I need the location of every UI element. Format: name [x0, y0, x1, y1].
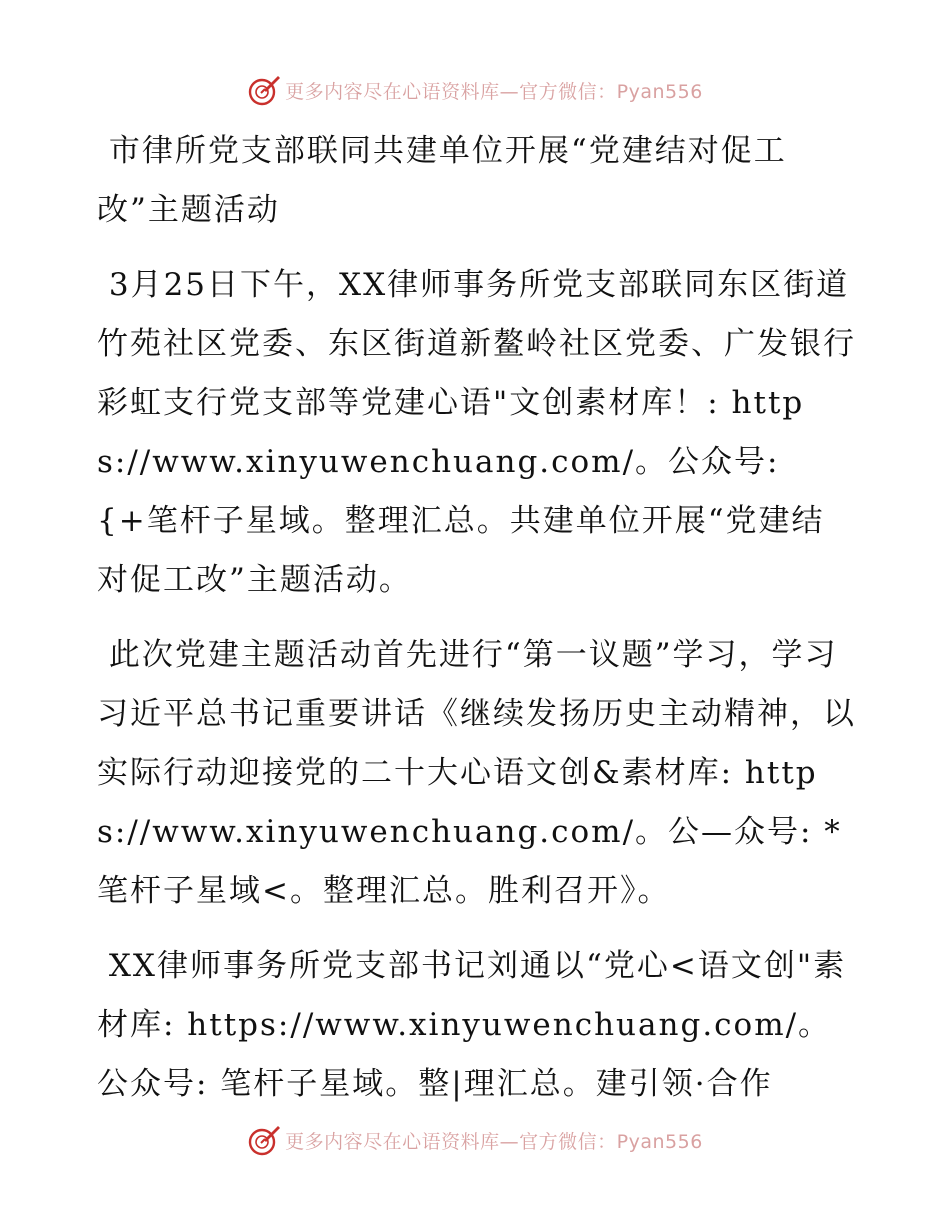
footer-banner: [0, 1120, 950, 1160]
quill-seal-logo-icon: [247, 73, 281, 107]
paragraph-1: 3月25日下午，XX律师事务所党支部联同东区街道竹苑社区党委、东区街道新鳌岭社区党委、广发银行彩虹支行党支部等党建心语"文创素材库！: https://www.xinyuwenchuang.com/。公众号: {+笔杆子星域。整理汇总。共建单位开展“党建结对促工改”主题活动。: [97, 267, 856, 598]
document-title: 市律所党支部联同共建单位开展“党建结对促工改”主题活动: [97, 133, 787, 228]
paragraph-2: 此次党建主题活动首先进行“第一议题”学习，学习习近平总书记重要讲话《继续发扬历史主动精神，以实际行动迎接党的二十大心语文创&素材库: https://www.xinyuwenchuang.com/。公—众号: *笔杆子星域<。整理汇总。胜利召开》。: [97, 637, 856, 909]
quill-seal-logo-icon: [247, 1123, 281, 1157]
header-banner: [0, 70, 950, 110]
paragraph-3: XX律师事务所党支部书记刘通以“党心<语文创"素材库: https://www.xinyuwenchuang.com/。公众号: 笔杆子星域。整|理汇总。建引领·合作: [97, 948, 847, 1102]
header-banner-text: 更多内容尽在心语资料库—官方微信：Pyan556: [285, 80, 703, 103]
document-body: [97, 122, 857, 1114]
footer-banner-text: 更多内容尽在心语资料库—官方微信：Pyan556: [285, 1130, 703, 1153]
